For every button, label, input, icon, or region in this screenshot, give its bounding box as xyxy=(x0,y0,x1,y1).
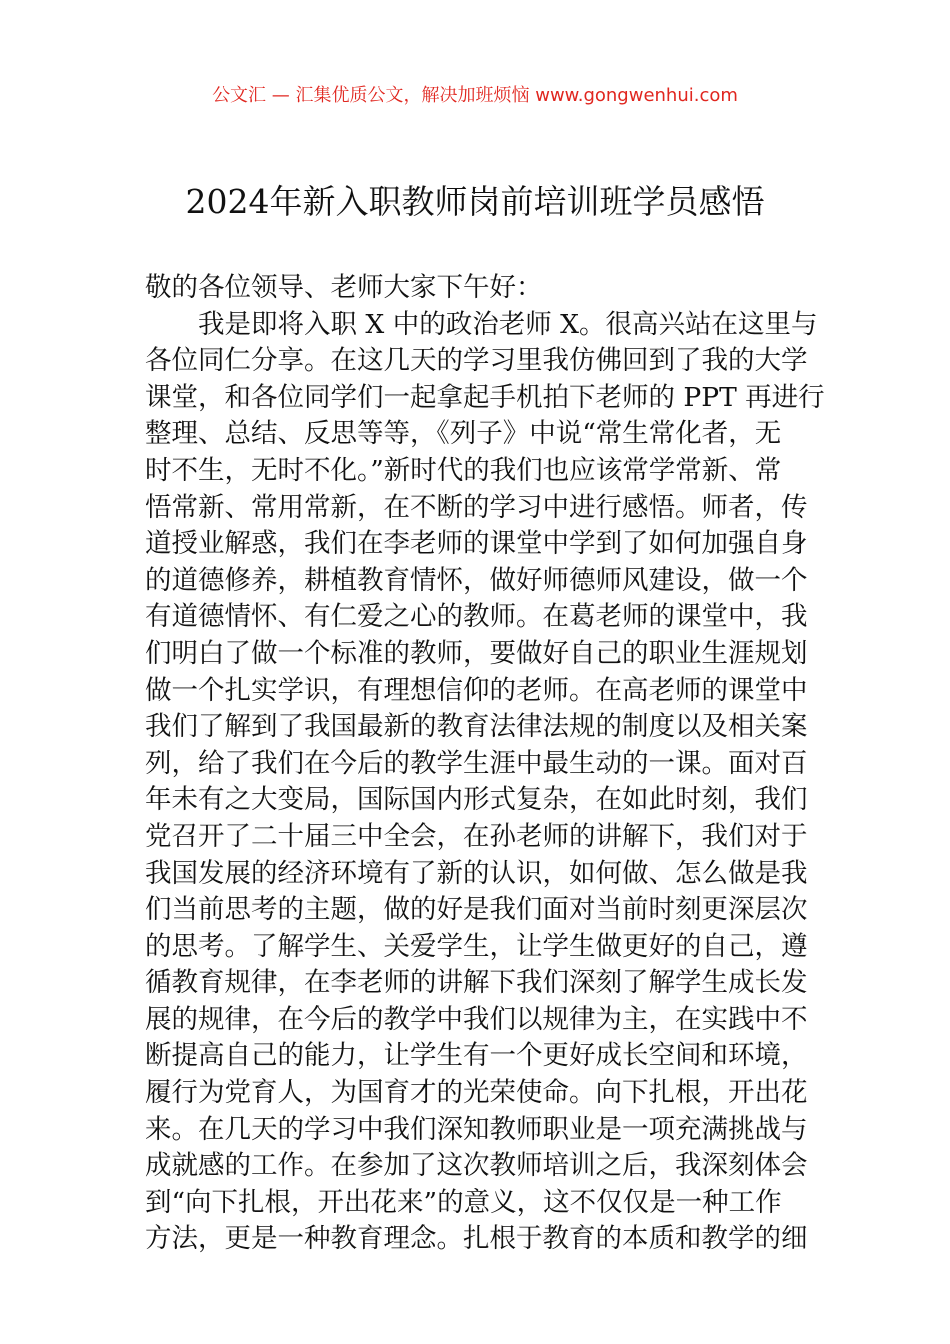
body-line: 展的规律，在今后的教学中我们以规律为主，在实践中不 xyxy=(145,1003,808,1035)
body-line: 成就感的工作。在参加了这次教师培训之后，我深刻体会 xyxy=(145,1150,808,1182)
body-line: 履行为党育人，为国育才的光荣使命。向下扎根，开出花 xyxy=(145,1077,808,1109)
body-line: 年未有之大变局，国际国内形式复杂，在如此时刻，我们 xyxy=(145,784,808,816)
body-line: 有道德情怀、有仁爱之心的教师。在葛老师的课堂中，我 xyxy=(145,601,808,633)
document-body xyxy=(145,270,825,1258)
body-line: 们当前思考的主题，做的好是我们面对当前时刻更深层次 xyxy=(145,894,808,926)
body-line: 的道德修养，耕植教育情怀，做好师德师风建设，做一个 xyxy=(145,564,808,596)
body-line: 我是即将入职 X 中的政治老师 X。很高兴站在这里与 xyxy=(145,308,818,340)
body-line: 敬的各位领导、老师大家下午好： xyxy=(145,272,543,303)
body-line: 来。在几天的学习中我们深知教师职业是一项充满挑战与 xyxy=(145,1113,808,1145)
body-line: 时不生，无时不化。”新时代的我们也应该常学常新、常 xyxy=(145,454,782,486)
body-line: 整理、总结、反思等等，《列子》中说“常生常化者，无 xyxy=(145,418,782,450)
body-line: 循教育规律，在李老师的讲解下我们深刻了解学生成长发 xyxy=(145,967,808,999)
body-line: 党召开了二十届三中全会，在孙老师的讲解下，我们对于 xyxy=(145,820,808,852)
document-title: 2024年新入职教师岗前培训班学员感悟 xyxy=(185,182,765,221)
header-banner-link[interactable]: 公文汇 — 汇集优质公文，解决加班烦恼 www.gongwenhui.com xyxy=(212,85,738,106)
body-line: 们明白了做一个标准的教师，要做好自己的职业生涯规划 xyxy=(145,637,808,669)
body-line: 道授业解惑，我们在李老师的课堂中学到了如何加强自身 xyxy=(145,528,808,560)
body-line: 断提高自己的能力，让学生有一个更好成长空间和环境， xyxy=(145,1040,808,1072)
body-line: 列，给了我们在今后的教学生涯中最生动的一课。面对百 xyxy=(145,747,808,779)
body-line: 到“向下扎根，开出花来”的意义，这不仅仅是一种工作 xyxy=(145,1186,782,1218)
body-line: 各位同仁分享。在这几天的学习里我仿佛回到了我的大学 xyxy=(145,345,808,377)
body-line: 我们了解到了我国最新的教育法律法规的制度以及相关案 xyxy=(145,711,808,743)
body-line: 悟常新、常用常新，在不断的学习中进行感悟。师者，传 xyxy=(145,491,808,523)
body-line: 方法，更是一种教育理念。扎根于教育的本质和教学的细 xyxy=(145,1223,808,1255)
body-line: 课堂，和各位同学们一起拿起手机拍下老师的 PPT 再进行 xyxy=(145,381,825,413)
body-line: 做一个扎实学识，有理想信仰的老师。在高老师的课堂中 xyxy=(145,674,808,706)
body-line: 我国发展的经济环境有了新的认识，如何做、怎么做是我 xyxy=(145,857,808,889)
body-line: 的思考。了解学生、关爱学生，让学生做更好的自己，遵 xyxy=(145,930,808,962)
